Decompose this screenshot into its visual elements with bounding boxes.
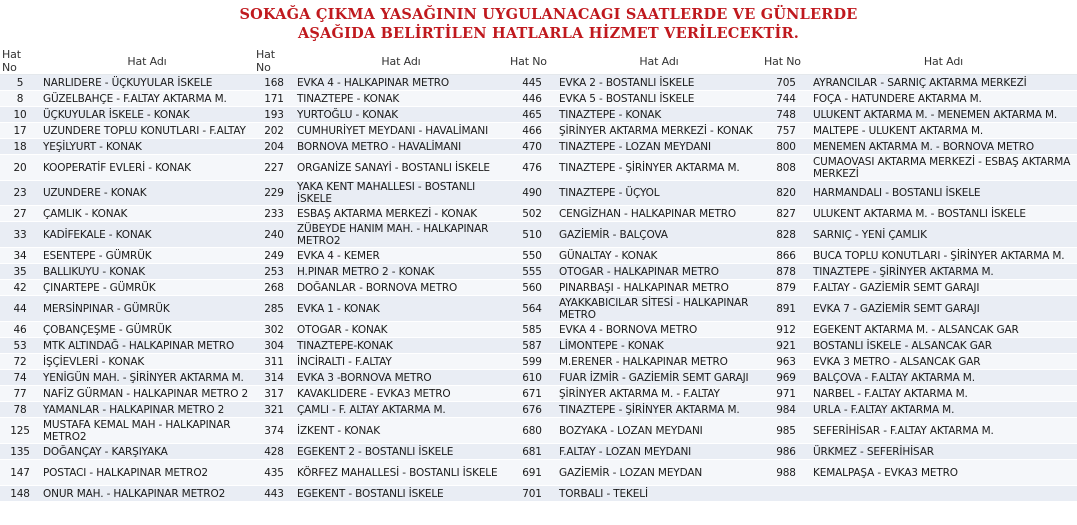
route-number: 304 [254,338,294,354]
route-number: 204 [254,139,294,155]
route-number: 891 [762,296,810,322]
route-number: 314 [254,370,294,386]
route-name: MTK ALTINDAĞ - HALKAPINAR METRO [40,338,254,354]
route-number: 321 [254,402,294,418]
route-number: 680 [508,418,556,444]
route-name: YEŞİLYURT - KONAK [40,139,254,155]
route-name: DOĞANÇAY - KARŞIYAKA [40,444,254,460]
table-row [0,486,1077,502]
route-name: EGEKENT - BOSTANLI İSKELE [294,486,508,502]
route-name: YAMANLAR - HALKAPINAR METRO 2 [40,402,254,418]
route-name: EVKA 2 - BOSTANLI İSKELE [556,75,762,91]
route-name: GAZİEMİR - LOZAN MEYDAN [556,460,762,486]
route-name: BALLIKUYU - KONAK [40,264,254,280]
column-header-line-no: Hat No [762,48,810,75]
route-number: 44 [0,296,40,322]
table-row [0,123,1077,139]
route-number: 610 [508,370,556,386]
route-name: BOZYAKA - LOZAN MEYDANI [556,418,762,444]
route-name [810,486,1077,502]
route-name: MENEMEN AKTARMA M. - BORNOVA METRO [810,139,1077,155]
column-header-line-name: Hat Adı [556,48,762,75]
route-name: KADİFEKALE - KONAK [40,222,254,248]
route-number: 757 [762,123,810,139]
table-row [0,206,1077,222]
route-name: ESENTEPE - GÜMRÜK [40,248,254,264]
route-name: M.ERENER - HALKAPINAR METRO [556,354,762,370]
table-row [0,181,1077,206]
route-name: ÇAMLIK - KONAK [40,206,254,222]
route-name: EVKA 5 - BOSTANLI İSKELE [556,91,762,107]
route-name: NARLIDERE - ÜÇKUYULAR İSKELE [40,75,254,91]
table-row [0,386,1077,402]
route-name: ÜRKMEZ - SEFERİHİSAR [810,444,1077,460]
route-number: 253 [254,264,294,280]
bus-routes-table [0,48,1077,501]
route-number: 53 [0,338,40,354]
route-number: 8 [0,91,40,107]
route-number: 445 [508,75,556,91]
route-name: PINARBAŞI - HALKAPINAR METRO [556,280,762,296]
route-name: EVKA 4 - BORNOVA METRO [556,322,762,338]
route-number: 125 [0,418,40,444]
route-number: 435 [254,460,294,486]
route-number: 34 [0,248,40,264]
route-number: 502 [508,206,556,222]
route-number: 147 [0,460,40,486]
route-name: TINAZTEPE-KONAK [294,338,508,354]
route-number: 23 [0,181,40,206]
route-name: BUCA TOPLU KONUTLARI - ŞİRİNYER AKTARMA M. [810,248,1077,264]
route-number: 971 [762,386,810,402]
route-name: FOÇA - HATUNDERE AKTARMA M. [810,91,1077,107]
route-name: TINAZTEPE - LOZAN MEYDANI [556,139,762,155]
route-name: SARNIÇ - YENİ ÇAMLIK [810,222,1077,248]
route-number: 229 [254,181,294,206]
route-name: BORNOVA METRO - HAVALİMANI [294,139,508,155]
route-name: İZKENT - KONAK [294,418,508,444]
route-name: YENİGÜN MAH. - ŞİRİNYER AKTARMA M. [40,370,254,386]
route-name: MERSİNPINAR - GÜMRÜK [40,296,254,322]
route-name: EVKA 4 - KEMER [294,248,508,264]
route-number: 46 [0,322,40,338]
route-number: 820 [762,181,810,206]
route-number: 744 [762,91,810,107]
route-number: 268 [254,280,294,296]
table-row [0,75,1077,91]
route-number: 5 [0,75,40,91]
route-number: 193 [254,107,294,123]
route-number: 701 [508,486,556,502]
route-name: KÖRFEZ MAHALLESİ - BOSTANLI İSKELE [294,460,508,486]
route-name: H.PINAR METRO 2 - KONAK [294,264,508,280]
table-row [0,155,1077,181]
table-row [0,444,1077,460]
route-number: 748 [762,107,810,123]
route-number: 443 [254,486,294,502]
route-number: 202 [254,123,294,139]
route-number: 984 [762,402,810,418]
route-name: ŞİRİNYER AKTARMA M. - F.ALTAY [556,386,762,402]
route-number: 985 [762,418,810,444]
route-number: 808 [762,155,810,181]
route-name: TINAZTEPE - ÜÇYOL [556,181,762,206]
route-number: 374 [254,418,294,444]
route-name: NAFİZ GÜRMAN - HALKAPINAR METRO 2 [40,386,254,402]
route-name: EVKA 3 METRO - ALSANCAK GAR [810,354,1077,370]
route-number: 510 [508,222,556,248]
route-name: POSTACI - HALKAPINAR METRO2 [40,460,254,486]
table-row [0,222,1077,248]
table-row [0,107,1077,123]
route-name: OTOGAR - KONAK [294,322,508,338]
route-number: 879 [762,280,810,296]
route-number: 17 [0,123,40,139]
route-number: 986 [762,444,810,460]
route-name: ZÜBEYDE HANIM MAH. - HALKAPINAR METRO2 [294,222,508,248]
route-number: 72 [0,354,40,370]
route-number: 555 [508,264,556,280]
route-number: 302 [254,322,294,338]
route-name: HARMANDALI - BOSTANLI İSKELE [810,181,1077,206]
route-name: DOĞANLAR - BORNOVA METRO [294,280,508,296]
route-number: 866 [762,248,810,264]
route-number: 705 [762,75,810,91]
route-name: BOSTANLI İSKELE - ALSANCAK GAR [810,338,1077,354]
route-number: 35 [0,264,40,280]
route-number: 240 [254,222,294,248]
route-number [762,486,810,502]
route-name: GAZİEMİR - BALÇOVA [556,222,762,248]
route-name: AYAKKABICILAR SİTESİ - HALKAPINAR METRO [556,296,762,322]
route-name: ULUKENT AKTARMA M. - MENEMEN AKTARMA M. [810,107,1077,123]
route-number: 18 [0,139,40,155]
table-body [0,75,1077,502]
route-name: EVKA 4 - HALKAPINAR METRO [294,75,508,91]
route-number: 285 [254,296,294,322]
route-number: 20 [0,155,40,181]
route-name: TINAZTEPE - ŞİRİNYER AKTARMA M. [556,402,762,418]
route-number: 465 [508,107,556,123]
route-name: GÜNALTAY - KONAK [556,248,762,264]
header-title-line-2: AŞAĞIDA BELİRTİLEN HATLARLA HİZMET VERİLECEKTİR. [297,25,799,42]
route-name: ÇAMLI - F. ALTAY AKTARMA M. [294,402,508,418]
route-number: 233 [254,206,294,222]
route-name: ÇINARTEPE - GÜMRÜK [40,280,254,296]
table-row [0,248,1077,264]
route-number: 311 [254,354,294,370]
table-row [0,418,1077,444]
route-name: TINAZTEPE - ŞİRİNYER AKTARMA M. [810,264,1077,280]
route-name: CUMAOVASI AKTARMA MERKEZİ - ESBAŞ AKTARMA MERKEZİ [810,155,1077,181]
route-number: 227 [254,155,294,181]
route-number: 681 [508,444,556,460]
route-number: 599 [508,354,556,370]
route-number: 77 [0,386,40,402]
table-row [0,370,1077,386]
route-name: İNCİRALTI - F.ALTAY [294,354,508,370]
route-number: 27 [0,206,40,222]
route-number: 74 [0,370,40,386]
route-name: UZUNDERE - KONAK [40,181,254,206]
route-name: TORBALI - TEKELİ [556,486,762,502]
route-number: 42 [0,280,40,296]
route-name: EGEKENT AKTARMA M. - ALSANCAK GAR [810,322,1077,338]
route-number: 446 [508,91,556,107]
table-row [0,139,1077,155]
column-header-line-name: Hat Adı [810,48,1077,75]
route-number: 317 [254,386,294,402]
route-name: UZUNDERE TOPLU KONUTLARI - F.ALTAY [40,123,254,139]
route-name: MUSTAFA KEMAL MAH - HALKAPINAR METRO2 [40,418,254,444]
table-row [0,354,1077,370]
column-header-line-no: Hat No [254,48,294,75]
route-number: 148 [0,486,40,502]
route-number: 691 [508,460,556,486]
route-number: 963 [762,354,810,370]
route-name: ÜÇKUYULAR İSKELE - KONAK [40,107,254,123]
route-number: 490 [508,181,556,206]
route-number: 587 [508,338,556,354]
table-row [0,264,1077,280]
route-number: 33 [0,222,40,248]
route-number: 921 [762,338,810,354]
route-number: 550 [508,248,556,264]
route-name: TINAZTEPE - KONAK [294,91,508,107]
route-name: EGEKENT 2 - BOSTANLI İSKELE [294,444,508,460]
route-number: 564 [508,296,556,322]
route-name: CUMHURİYET MEYDANI - HAVALİMANI [294,123,508,139]
route-name: SEFERİHİSAR - F.ALTAY AKTARMA M. [810,418,1077,444]
route-name: ESBAŞ AKTARMA MERKEZİ - KONAK [294,206,508,222]
route-name: YAKA KENT MAHALLESİ - BOSTANLI İSKELE [294,181,508,206]
table-row [0,91,1077,107]
route-number: 800 [762,139,810,155]
route-number: 676 [508,402,556,418]
route-number: 969 [762,370,810,386]
route-name: YURTOĞLU - KONAK [294,107,508,123]
route-number: 470 [508,139,556,155]
column-header-line-name: Hat Adı [40,48,254,75]
route-number: 249 [254,248,294,264]
route-name: CENGİZHAN - HALKAPINAR METRO [556,206,762,222]
column-header-line-no: Hat No [508,48,556,75]
route-name: EVKA 7 - GAZİEMİR SEMT GARAJI [810,296,1077,322]
route-name: ONUR MAH. - HALKAPINAR METRO2 [40,486,254,502]
route-number: 171 [254,91,294,107]
route-name: KOOPERATİF EVLERİ - KONAK [40,155,254,181]
route-number: 10 [0,107,40,123]
route-number: 428 [254,444,294,460]
route-name: BALÇOVA - F.ALTAY AKTARMA M. [810,370,1077,386]
route-name: TINAZTEPE - KONAK [556,107,762,123]
route-name: MALTEPE - ULUKENT AKTARMA M. [810,123,1077,139]
route-number: 828 [762,222,810,248]
route-number: 988 [762,460,810,486]
table-row [0,402,1077,418]
table-header-row [0,48,1077,75]
route-number: 585 [508,322,556,338]
route-number: 912 [762,322,810,338]
route-number: 168 [254,75,294,91]
route-number: 671 [508,386,556,402]
route-name: ORGANİZE SANAYİ - BOSTANLI İSKELE [294,155,508,181]
route-name: OTOGAR - HALKAPINAR METRO [556,264,762,280]
route-number: 476 [508,155,556,181]
table-row [0,460,1077,486]
route-name: KEMALPAŞA - EVKA3 METRO [810,460,1077,486]
table-row [0,338,1077,354]
column-header-line-no: Hat No [0,48,40,75]
route-name: NARBEL - F.ALTAY AKTARMA M. [810,386,1077,402]
route-number: 560 [508,280,556,296]
route-name: İŞÇİEVLERİ - KONAK [40,354,254,370]
table-row [0,280,1077,296]
route-number: 878 [762,264,810,280]
route-number: 135 [0,444,40,460]
route-name: GÜZELBAHÇE - F.ALTAY AKTARMA M. [40,91,254,107]
table-row [0,296,1077,322]
route-name: LİMONTEPE - KONAK [556,338,762,354]
route-name: FUAR İZMİR - GAZİEMİR SEMT GARAJI [556,370,762,386]
route-name: TINAZTEPE - ŞİRİNYER AKTARMA M. [556,155,762,181]
route-name: EVKA 3 -BORNOVA METRO [294,370,508,386]
route-number: 827 [762,206,810,222]
route-name: KAVAKLIDERE - EVKA3 METRO [294,386,508,402]
route-name: ÇOBANÇEŞME - GÜMRÜK [40,322,254,338]
route-number: 78 [0,402,40,418]
route-name: ULUKENT AKTARMA M. - BOSTANLI İSKELE [810,206,1077,222]
route-name: F.ALTAY - LOZAN MEYDANI [556,444,762,460]
route-name: ŞİRİNYER AKTARMA MERKEZİ - KONAK [556,123,762,139]
column-header-line-name: Hat Adı [294,48,508,75]
route-number: 466 [508,123,556,139]
route-name: URLA - F.ALTAY AKTARMA M. [810,402,1077,418]
table-row [0,322,1077,338]
route-name: AYRANCILAR - SARNIÇ AKTARMA MERKEZİ [810,75,1077,91]
header-title-line-1: SOKAĞA ÇIKMA YASAĞININ UYGULANACAGI SAATLERDE VE GÜNLERDE [239,6,858,23]
route-name: F.ALTAY - GAZİEMİR SEMT GARAJI [810,280,1077,296]
announcement-header [0,0,1077,48]
route-name: EVKA 1 - KONAK [294,296,508,322]
